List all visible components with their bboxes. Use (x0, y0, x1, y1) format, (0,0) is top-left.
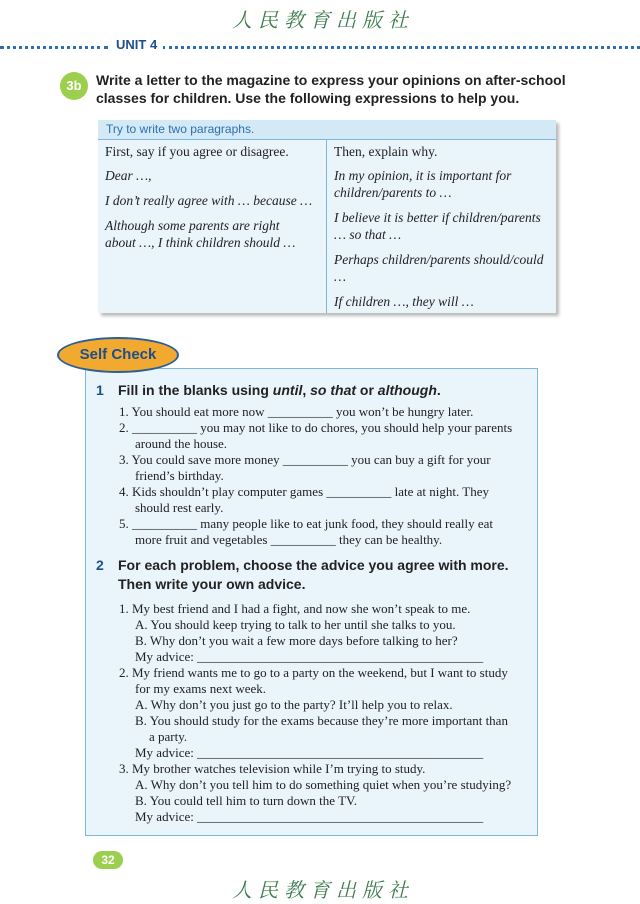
keyword-so-that: so that (310, 382, 357, 398)
blank-item: 5. __________ many people like to eat junk food, they should really eat (119, 516, 494, 531)
blank-item: 2. __________ you may not like to do chores, you should help your parents (119, 420, 513, 435)
expression (334, 167, 554, 201)
instruction-line: classes for children. Use the following expressions to help you. (96, 90, 520, 106)
header-dotted-rule-left (0, 46, 108, 49)
question-1-title (118, 381, 528, 400)
blank-item-cont: around the house. (135, 436, 228, 451)
expression-line: about …, I think children should … (105, 235, 296, 250)
advice-option-cont: a party. (149, 729, 188, 744)
right-heading: Then, explain why. (334, 144, 438, 159)
question-2-title (118, 556, 528, 594)
problem-item: 3. My brother watches television while I’m trying to study. (119, 761, 426, 776)
left-heading: First, say if you agree or disagree. (105, 144, 289, 159)
unit-label: UNIT 4 (110, 37, 163, 52)
expression-line: In my opinion, it is important for (334, 168, 512, 183)
problem-item: 2. My friend wants me to go to a party on the weekend, but I want to study (119, 665, 508, 680)
publisher-logo-footer: 人民教育出版社 (232, 878, 414, 902)
blank-item-cont: should rest early. (135, 500, 224, 515)
header-dotted-rule-right (162, 46, 640, 49)
expression (334, 209, 554, 243)
my-advice-line: My advice: ____________________________________________ (135, 745, 484, 760)
expression-line: I believe it is better if children/parents (334, 210, 541, 225)
expression: Dear …, (105, 168, 152, 183)
column-divider (326, 139, 327, 313)
left-column (105, 143, 321, 251)
section-3b-instruction (96, 71, 576, 107)
advice-option: B. You could tell him to turn down the TV. (135, 793, 357, 808)
publisher-logo: 人民教育出版社 (232, 8, 414, 32)
title-sep: , (302, 382, 311, 398)
blank-item-cont: friend’s birthday. (135, 468, 224, 483)
expression: I don’t really agree with … because … (105, 193, 313, 208)
instruction-line: Write a letter to the magazine to express your opinions on after-school (96, 72, 566, 88)
expression-line: … (334, 269, 347, 284)
title-text: . (436, 382, 441, 398)
expression-line: Perhaps children/parents should/could (334, 252, 544, 267)
advice-option: B. You should study for the exams because they’re more important than (135, 713, 508, 728)
title-sep: or (356, 382, 378, 398)
question-1-number: 1 (96, 382, 104, 398)
expression: If children …, they will … (334, 294, 474, 309)
advice-option: A. Why don’t you tell him to do something quiet when you’re studying? (135, 777, 512, 792)
keyword-until: until (272, 382, 303, 398)
problem-item: 1. My best friend and I had a fight, and now she won’t speak to me. (119, 601, 471, 616)
self-check-badge: Self Check (57, 337, 179, 373)
section-3b-badge: 3b (60, 72, 88, 100)
blank-item: 4. Kids shouldn’t play computer games __________ late at night. They (119, 484, 489, 499)
question-1-items (119, 404, 529, 548)
self-check-box (85, 368, 538, 836)
my-advice-line: My advice: ____________________________________________ (135, 809, 484, 824)
blank-item: 3. You could save more money __________ you can buy a gift for your (119, 452, 491, 467)
writing-tips-box (98, 120, 556, 313)
title-line: Then write your own advice. (118, 576, 306, 592)
keyword-although: although (377, 382, 437, 398)
tips-box-title: Try to write two paragraphs. (98, 120, 556, 140)
advice-option: A. You should keep trying to talk to her until she talks to you. (135, 617, 456, 632)
blank-item-cont: more fruit and vegetables __________ they can be healthy. (135, 532, 443, 547)
title-line: For each problem, choose the advice you agree with more. (118, 557, 509, 573)
expression (334, 251, 554, 285)
page-number: 32 (93, 851, 123, 869)
advice-option: B. Why don’t you wait a few more days before talking to her? (135, 633, 458, 648)
expression-line: children/parents to … (334, 185, 452, 200)
expression-line: Although some parents are right (105, 218, 280, 233)
my-advice-line: My advice: ____________________________________________ (135, 649, 484, 664)
question-2-number: 2 (96, 557, 104, 573)
expression (105, 217, 321, 251)
problem-item-cont: for my exams next week. (135, 681, 267, 696)
advice-option: A. Why don’t you just go to the party? It’ll help you to relax. (135, 697, 453, 712)
right-column (334, 143, 554, 310)
expression-line: … so that … (334, 227, 402, 242)
question-2-items (119, 601, 531, 825)
blank-item: 1. You should eat more now __________ you won’t be hungry later. (119, 404, 474, 419)
title-text: Fill in the blanks using (118, 382, 273, 398)
